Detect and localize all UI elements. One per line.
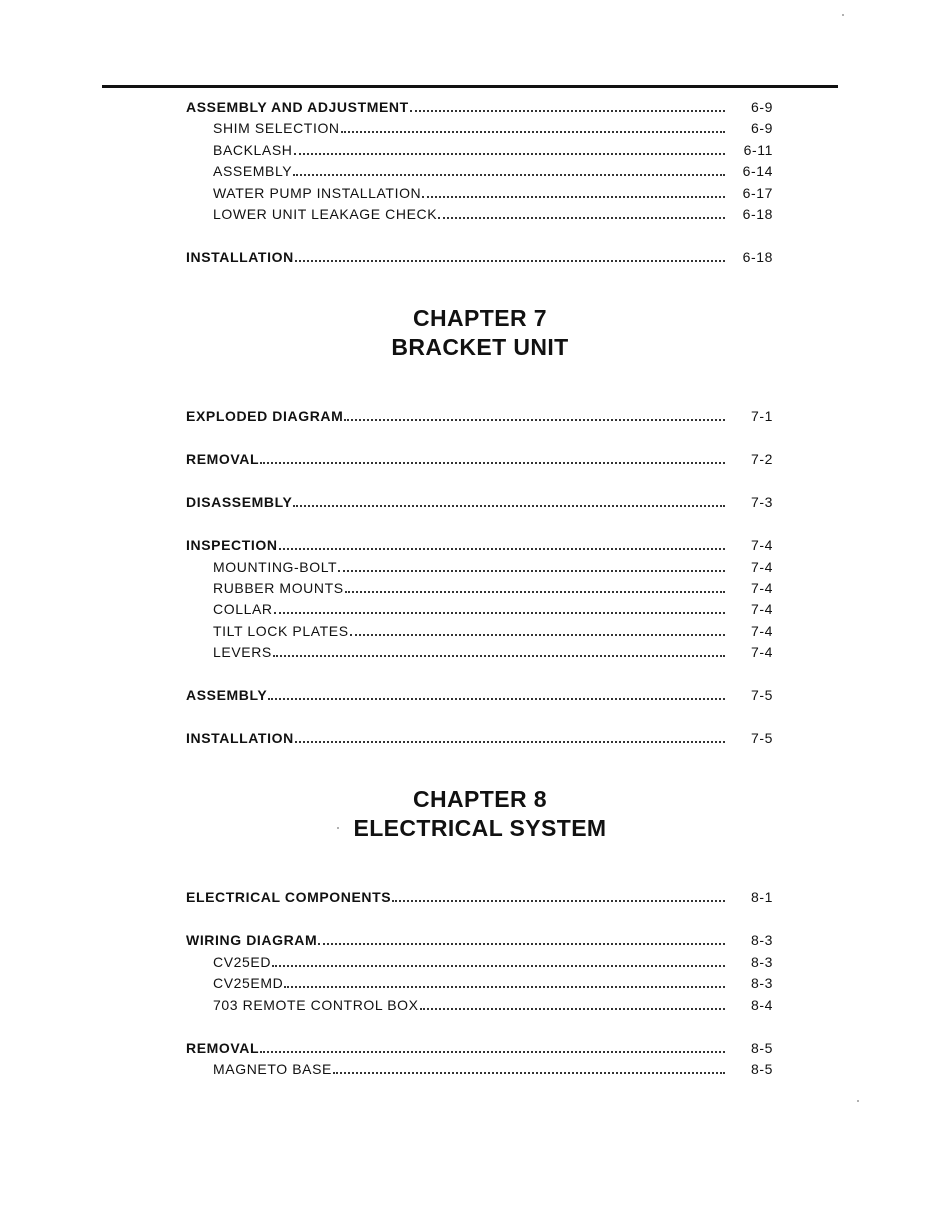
header-rule	[102, 85, 838, 88]
dot-leader	[438, 217, 725, 219]
toc-subentry-shim-selection[interactable]	[213, 116, 773, 136]
dot-leader	[279, 548, 725, 550]
dot-leader	[273, 655, 725, 657]
dot-leader	[295, 260, 725, 262]
toc-subentry-tilt-lock-plates[interactable]	[213, 619, 773, 639]
chapter-8-title: ELECTRICAL SYSTEM	[353, 815, 607, 841]
dot-leader	[272, 965, 725, 967]
toc-entry-page: 6-11	[743, 142, 773, 158]
toc-entry-title: WATER PUMP INSTALLATION	[213, 185, 422, 201]
toc-entry-removal[interactable]	[186, 1036, 773, 1056]
toc-entry-title: RUBBER MOUNTS	[213, 580, 344, 596]
scan-speck	[842, 14, 844, 16]
dot-leader	[350, 634, 725, 636]
toc-entry-title: CV25ED	[213, 954, 272, 970]
toc-entry-title: LEVERS	[213, 644, 272, 660]
toc-subentry-703-remote-control-box[interactable]	[213, 993, 773, 1013]
toc-entry-title: ASSEMBLY	[186, 687, 268, 703]
toc-subentry-cv25ed[interactable]	[213, 950, 773, 970]
toc-entry-title: MAGNETO BASE	[213, 1061, 332, 1077]
toc-entry-title: WIRING DIAGRAM	[186, 932, 318, 948]
toc-entry-page: 7-4	[750, 559, 773, 575]
dot-leader	[422, 196, 725, 198]
toc-entry-page: 7-5	[750, 730, 773, 746]
toc-entry-removal[interactable]	[186, 447, 773, 467]
scan-speck	[857, 1100, 859, 1102]
toc-entry-title: ELECTRICAL COMPONENTS	[186, 889, 392, 905]
toc-entry-title: DISASSEMBLY	[186, 494, 293, 510]
toc-subentry-backlash[interactable]	[213, 138, 773, 158]
toc-entry-installation[interactable]	[186, 726, 773, 746]
toc-entry-assembly[interactable]	[186, 683, 773, 703]
dot-leader	[344, 419, 725, 421]
dot-leader	[333, 1072, 725, 1074]
toc-entry-title: INSTALLATION	[186, 249, 294, 265]
dot-leader	[260, 462, 725, 464]
toc-entry-title: ASSEMBLY	[213, 163, 293, 179]
toc-entry-page: 7-2	[750, 451, 773, 467]
dot-leader	[260, 1051, 725, 1053]
chapter-8-label: CHAPTER 8	[413, 786, 547, 812]
toc-entry-page: 8-3	[750, 954, 773, 970]
toc-entry-title: COLLAR	[213, 601, 273, 617]
toc-subentry-rubber-mounts[interactable]	[213, 576, 773, 596]
toc-entry-page: 8-3	[750, 975, 773, 991]
toc-entry-title: INSTALLATION	[186, 730, 294, 746]
toc-entry-title: BACKLASH	[213, 142, 293, 158]
dot-leader	[293, 505, 725, 507]
toc-entry-page: 6-9	[750, 99, 773, 115]
scan-speck	[337, 827, 339, 829]
toc-entry-page: 7-4	[750, 601, 773, 617]
dot-leader	[318, 943, 725, 945]
toc-entry-title: REMOVAL	[186, 1040, 260, 1056]
toc-entry-title: INSPECTION	[186, 537, 278, 553]
toc-entry-title: SHIM SELECTION	[213, 120, 340, 136]
toc-entry-title: 703 REMOTE CONTROL BOX	[213, 997, 419, 1013]
toc-subentry-magneto-base[interactable]	[213, 1057, 773, 1077]
toc-entry-page: 7-4	[750, 537, 773, 553]
dot-leader	[420, 1008, 725, 1010]
toc-subentry-levers[interactable]	[213, 640, 773, 660]
toc-entry-title: MOUNTING-BOLT	[213, 559, 338, 575]
toc-entry-page: 8-5	[750, 1061, 773, 1077]
toc-subentry-assembly[interactable]	[213, 159, 773, 179]
toc-subentry-mounting-bolt[interactable]	[213, 555, 773, 575]
toc-entry-page: 7-3	[750, 494, 773, 510]
chapter-7-title: BRACKET UNIT	[391, 334, 569, 360]
toc-entry-page: 6-14	[742, 163, 773, 179]
toc-entry-wiring-diagram[interactable]	[186, 928, 773, 948]
toc-entry-inspection[interactable]	[186, 533, 773, 553]
toc-entry-page: 7-4	[750, 644, 773, 660]
toc-entry-page: 6-17	[742, 185, 773, 201]
toc-entry-disassembly[interactable]	[186, 490, 773, 510]
dot-leader	[293, 174, 725, 176]
toc-entry-page: 6-9	[750, 120, 773, 136]
toc-entry-page: 7-1	[750, 408, 773, 424]
toc-entry-title: TILT LOCK PLATES	[213, 623, 349, 639]
toc-subentry-lower-unit-leakage-check[interactable]	[213, 202, 773, 222]
toc-subentry-water-pump-installation[interactable]	[213, 181, 773, 201]
toc-entry-page: 7-4	[750, 623, 773, 639]
toc-entry-exploded-diagram[interactable]	[186, 404, 773, 424]
toc-entry-electrical-components[interactable]	[186, 885, 773, 905]
toc-entry-title: CV25EMD	[213, 975, 284, 991]
dot-leader	[345, 591, 725, 593]
dot-leader	[274, 612, 725, 614]
toc-entry-installation[interactable]	[186, 245, 773, 265]
dot-leader	[268, 698, 725, 700]
toc-entry-page: 7-5	[750, 687, 773, 703]
dot-leader	[295, 741, 725, 743]
toc-entry-assembly-and-adjustment[interactable]	[186, 95, 773, 115]
dot-leader	[284, 986, 725, 988]
chapter-7-label: CHAPTER 7	[413, 305, 547, 331]
toc-entry-title: ASSEMBLY AND ADJUSTMENT	[186, 99, 409, 115]
toc-entry-page: 8-4	[750, 997, 773, 1013]
toc-entry-page: 8-1	[750, 889, 773, 905]
toc-entry-title: LOWER UNIT LEAKAGE CHECK	[213, 206, 438, 222]
toc-entry-page: 7-4	[750, 580, 773, 596]
toc-entry-page: 8-3	[750, 932, 773, 948]
toc-entry-page: 6-18	[742, 249, 773, 265]
toc-subentry-collar[interactable]	[213, 597, 773, 617]
toc-entry-page: 8-5	[750, 1040, 773, 1056]
dot-leader	[338, 570, 725, 572]
dot-leader	[410, 110, 725, 112]
toc-entry-title: REMOVAL	[186, 451, 260, 467]
toc-entry-page: 6-18	[742, 206, 773, 222]
toc-subentry-cv25emd[interactable]	[213, 971, 773, 991]
toc-entry-title: EXPLODED DIAGRAM	[186, 408, 344, 424]
dot-leader	[294, 153, 726, 155]
dot-leader	[392, 900, 725, 902]
dot-leader	[341, 131, 725, 133]
